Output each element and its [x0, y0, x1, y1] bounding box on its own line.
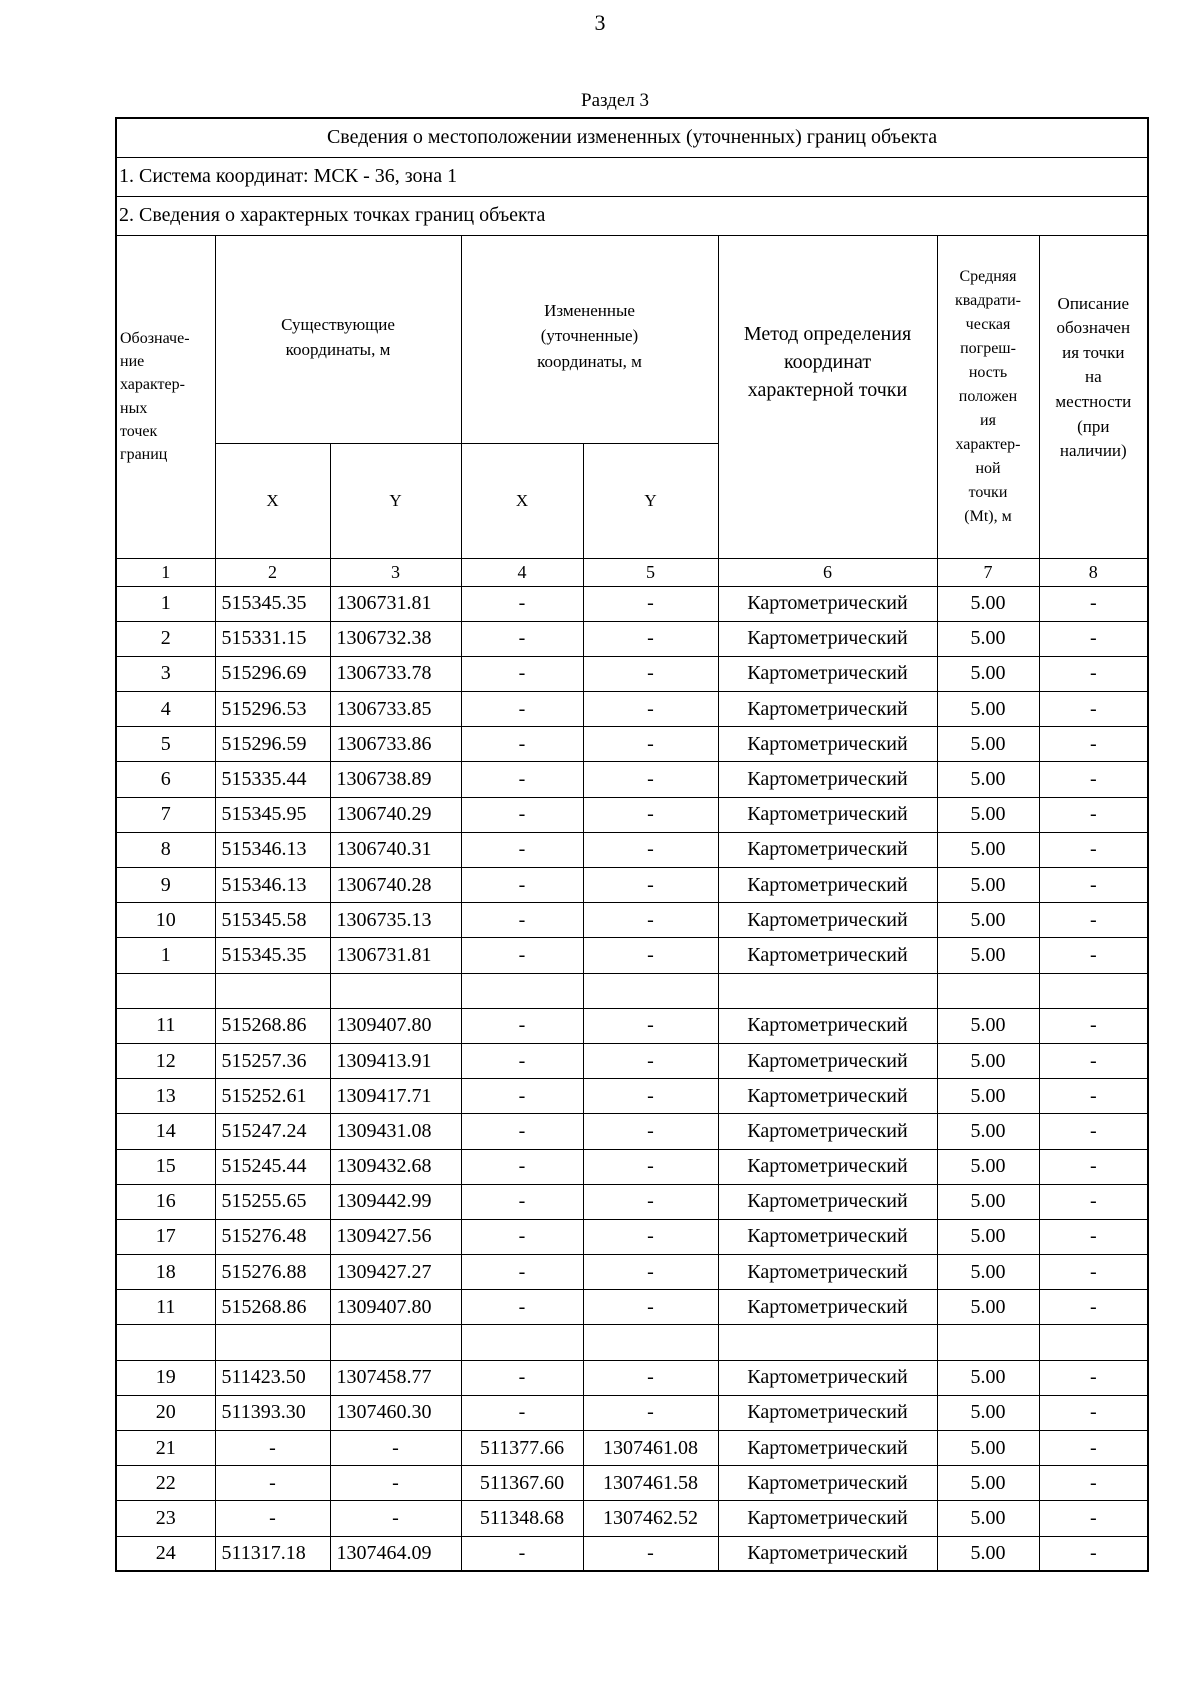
- cell-point-number: 1: [116, 938, 215, 973]
- cell-description: -: [1039, 832, 1148, 867]
- column-number: 1: [116, 558, 215, 586]
- cell-point-number: 24: [116, 1536, 215, 1571]
- cell-changed-x: -: [461, 586, 583, 621]
- cell-changed-x: 511367.60: [461, 1466, 583, 1501]
- cell-changed-x: -: [461, 868, 583, 903]
- cell-description: -: [1039, 1501, 1148, 1536]
- cell-mean-square-error: 5.00: [937, 1395, 1039, 1430]
- cell-changed-x: -: [461, 1255, 583, 1290]
- table-row: [116, 762, 1148, 797]
- empty-cell: [116, 1325, 215, 1360]
- cell-existing-y: 1309417.71: [330, 1079, 461, 1114]
- cell-changed-x: 511377.66: [461, 1431, 583, 1466]
- table-title: Сведения о местоположении измененных (уточненных) границ объекта: [116, 118, 1148, 157]
- cell-changed-y: -: [583, 1395, 718, 1430]
- cell-method: Картометрический: [718, 1466, 937, 1501]
- table-row: [116, 1043, 1148, 1078]
- cell-point-number: 19: [116, 1360, 215, 1395]
- empty-cell: [718, 1325, 937, 1360]
- table-row: [116, 832, 1148, 867]
- table-row: [116, 1184, 1148, 1219]
- cell-mean-square-error: 5.00: [937, 1431, 1039, 1466]
- header-changed-coordinates: Измененные (уточненные) координаты, м: [461, 235, 718, 443]
- cell-changed-x: -: [461, 1360, 583, 1395]
- cell-changed-y: -: [583, 1184, 718, 1219]
- cell-existing-y: 1307458.77: [330, 1360, 461, 1395]
- header-existing-coordinates: Существующие координаты, м: [215, 235, 461, 443]
- cell-existing-x: 515255.65: [215, 1184, 330, 1219]
- cell-existing-y: 1309413.91: [330, 1043, 461, 1078]
- cell-point-number: 20: [116, 1395, 215, 1430]
- cell-method: Картометрический: [718, 1219, 937, 1254]
- cell-point-number: 2: [116, 621, 215, 656]
- cell-existing-y: 1306740.31: [330, 832, 461, 867]
- column-number-row: [116, 558, 1148, 586]
- cell-mean-square-error: 5.00: [937, 1360, 1039, 1395]
- cell-existing-y: 1307464.09: [330, 1536, 461, 1571]
- cell-point-number: 5: [116, 727, 215, 762]
- table-row: [116, 1255, 1148, 1290]
- cell-mean-square-error: 5.00: [937, 586, 1039, 621]
- table-row: [116, 1290, 1148, 1325]
- column-number: 6: [718, 558, 937, 586]
- table-row: [116, 692, 1148, 727]
- cell-method: Картометрический: [718, 1149, 937, 1184]
- cell-point-number: 8: [116, 832, 215, 867]
- table-row: [116, 938, 1148, 973]
- cell-method: Картометрический: [718, 1043, 937, 1078]
- cell-mean-square-error: 5.00: [937, 692, 1039, 727]
- cell-existing-x: 515345.35: [215, 938, 330, 973]
- cell-description: -: [1039, 692, 1148, 727]
- cell-method: Картометрический: [718, 1431, 937, 1466]
- coordinate-system: 1. Система координат: МСК - 36, зона 1: [116, 157, 1148, 196]
- empty-cell: [215, 1325, 330, 1360]
- cell-changed-x: -: [461, 903, 583, 938]
- cell-description: -: [1039, 1431, 1148, 1466]
- boundary-points-table: [115, 117, 1149, 1572]
- cell-changed-x: -: [461, 1114, 583, 1149]
- cell-existing-y: 1306735.13: [330, 903, 461, 938]
- cell-existing-y: 1306731.81: [330, 586, 461, 621]
- cell-mean-square-error: 5.00: [937, 762, 1039, 797]
- cell-point-number: 12: [116, 1043, 215, 1078]
- empty-cell: [461, 973, 583, 1008]
- cell-existing-x: 515345.58: [215, 903, 330, 938]
- table-row: [116, 1008, 1148, 1043]
- cell-mean-square-error: 5.00: [937, 1149, 1039, 1184]
- cell-changed-x: 511348.68: [461, 1501, 583, 1536]
- empty-cell: [937, 973, 1039, 1008]
- cell-mean-square-error: 5.00: [937, 832, 1039, 867]
- empty-cell: [583, 973, 718, 1008]
- table-row: [116, 1360, 1148, 1395]
- cell-existing-x: -: [215, 1431, 330, 1466]
- cell-existing-y: 1309407.80: [330, 1008, 461, 1043]
- cell-changed-y: -: [583, 1360, 718, 1395]
- header-existing-y: Y: [330, 443, 461, 558]
- table-row: [116, 1466, 1148, 1501]
- cell-existing-y: 1307460.30: [330, 1395, 461, 1430]
- points-info-heading: 2. Сведения о характерных точках границ объекта: [116, 196, 1148, 235]
- table-row: [116, 1536, 1148, 1571]
- cell-changed-y: 1307461.58: [583, 1466, 718, 1501]
- cell-existing-x: 515346.13: [215, 832, 330, 867]
- cell-existing-x: 515252.61: [215, 1079, 330, 1114]
- table-row: [116, 868, 1148, 903]
- cell-method: Картометрический: [718, 621, 937, 656]
- cell-description: -: [1039, 1008, 1148, 1043]
- empty-cell: [461, 1325, 583, 1360]
- cell-existing-x: 515276.48: [215, 1219, 330, 1254]
- cell-existing-y: 1306733.85: [330, 692, 461, 727]
- cell-changed-x: -: [461, 1149, 583, 1184]
- column-number: 2: [215, 558, 330, 586]
- table-row: [116, 1079, 1148, 1114]
- header-point-designation: Обозначе- ние характер- ных точек границ: [116, 235, 215, 558]
- column-number: 4: [461, 558, 583, 586]
- cell-existing-y: 1306732.38: [330, 621, 461, 656]
- cell-method: Картометрический: [718, 797, 937, 832]
- table-row: [116, 1114, 1148, 1149]
- cell-changed-y: -: [583, 868, 718, 903]
- cell-existing-x: 515257.36: [215, 1043, 330, 1078]
- cell-description: -: [1039, 1466, 1148, 1501]
- empty-cell: [937, 1325, 1039, 1360]
- cell-changed-y: -: [583, 1079, 718, 1114]
- cell-mean-square-error: 5.00: [937, 1466, 1039, 1501]
- cell-changed-y: -: [583, 1043, 718, 1078]
- cell-method: Картометрический: [718, 1395, 937, 1430]
- cell-existing-y: 1309427.56: [330, 1219, 461, 1254]
- cell-changed-x: -: [461, 1219, 583, 1254]
- cell-method: Картометрический: [718, 1290, 937, 1325]
- cell-description: -: [1039, 1395, 1148, 1430]
- cell-changed-y: -: [583, 1536, 718, 1571]
- cell-mean-square-error: 5.00: [937, 1079, 1039, 1114]
- cell-description: -: [1039, 1290, 1148, 1325]
- cell-mean-square-error: 5.00: [937, 868, 1039, 903]
- column-number: 8: [1039, 558, 1148, 586]
- cell-changed-x: -: [461, 762, 583, 797]
- cell-changed-y: -: [583, 797, 718, 832]
- empty-cell: [330, 973, 461, 1008]
- table-row: [116, 1431, 1148, 1466]
- table-row: [116, 586, 1148, 621]
- cell-changed-x: -: [461, 692, 583, 727]
- cell-point-number: 3: [116, 656, 215, 691]
- cell-method: Картометрический: [718, 832, 937, 867]
- cell-changed-y: -: [583, 1008, 718, 1043]
- cell-method: Картометрический: [718, 938, 937, 973]
- header-changed-x: X: [461, 443, 583, 558]
- cell-point-number: 11: [116, 1290, 215, 1325]
- cell-existing-x: 515345.95: [215, 797, 330, 832]
- cell-existing-x: 515335.44: [215, 762, 330, 797]
- cell-point-number: 13: [116, 1079, 215, 1114]
- cell-point-number: 4: [116, 692, 215, 727]
- cell-method: Картометрический: [718, 1360, 937, 1395]
- cell-existing-x: 515346.13: [215, 868, 330, 903]
- cell-point-number: 17: [116, 1219, 215, 1254]
- cell-existing-x: 515296.53: [215, 692, 330, 727]
- cell-description: -: [1039, 1043, 1148, 1078]
- cell-method: Картометрический: [718, 762, 937, 797]
- cell-description: -: [1039, 621, 1148, 656]
- cell-changed-x: -: [461, 1079, 583, 1114]
- cell-changed-x: -: [461, 621, 583, 656]
- cell-method: Картометрический: [718, 1255, 937, 1290]
- column-number: 5: [583, 558, 718, 586]
- cell-changed-y: -: [583, 832, 718, 867]
- cell-existing-x: -: [215, 1466, 330, 1501]
- cell-existing-y: 1306738.89: [330, 762, 461, 797]
- cell-description: -: [1039, 1219, 1148, 1254]
- cell-changed-x: -: [461, 797, 583, 832]
- cell-description: -: [1039, 1114, 1148, 1149]
- empty-cell: [718, 973, 937, 1008]
- cell-method: Картометрический: [718, 1008, 937, 1043]
- cell-mean-square-error: 5.00: [937, 1501, 1039, 1536]
- cell-existing-y: 1306731.81: [330, 938, 461, 973]
- cell-existing-x: 515296.59: [215, 727, 330, 762]
- cell-changed-y: -: [583, 692, 718, 727]
- cell-point-number: 11: [116, 1008, 215, 1043]
- table-row: [116, 1395, 1148, 1430]
- cell-description: -: [1039, 938, 1148, 973]
- cell-description: -: [1039, 1536, 1148, 1571]
- cell-method: Картометрический: [718, 656, 937, 691]
- table-row: [116, 797, 1148, 832]
- cell-mean-square-error: 5.00: [937, 1184, 1039, 1219]
- cell-existing-y: -: [330, 1466, 461, 1501]
- table-row: [116, 656, 1148, 691]
- cell-description: -: [1039, 656, 1148, 691]
- cell-mean-square-error: 5.00: [937, 1219, 1039, 1254]
- cell-mean-square-error: 5.00: [937, 1114, 1039, 1149]
- cell-existing-y: 1309431.08: [330, 1114, 461, 1149]
- page-number: 3: [594, 10, 606, 35]
- cell-description: -: [1039, 1079, 1148, 1114]
- cell-mean-square-error: 5.00: [937, 727, 1039, 762]
- cell-description: -: [1039, 1360, 1148, 1395]
- cell-existing-x: 515345.35: [215, 586, 330, 621]
- cell-existing-x: 511317.18: [215, 1536, 330, 1571]
- cell-changed-x: -: [461, 1184, 583, 1219]
- cell-existing-y: 1309407.80: [330, 1290, 461, 1325]
- cell-changed-x: -: [461, 1043, 583, 1078]
- cell-existing-y: 1309442.99: [330, 1184, 461, 1219]
- cell-changed-y: -: [583, 938, 718, 973]
- table-row: [116, 727, 1148, 762]
- cell-changed-x: -: [461, 1395, 583, 1430]
- empty-cell: [1039, 1325, 1148, 1360]
- cell-changed-y: -: [583, 1219, 718, 1254]
- cell-existing-y: 1309432.68: [330, 1149, 461, 1184]
- empty-cell: [583, 1325, 718, 1360]
- cell-description: -: [1039, 1149, 1148, 1184]
- cell-point-number: 14: [116, 1114, 215, 1149]
- cell-changed-y: -: [583, 762, 718, 797]
- cell-mean-square-error: 5.00: [937, 1008, 1039, 1043]
- cell-existing-x: 515276.88: [215, 1255, 330, 1290]
- cell-changed-x: -: [461, 1008, 583, 1043]
- cell-changed-y: -: [583, 1149, 718, 1184]
- cell-changed-y: -: [583, 1290, 718, 1325]
- empty-cell: [116, 973, 215, 1008]
- cell-description: -: [1039, 727, 1148, 762]
- cell-description: -: [1039, 762, 1148, 797]
- column-number: 3: [330, 558, 461, 586]
- cell-point-number: 9: [116, 868, 215, 903]
- cell-mean-square-error: 5.00: [937, 1536, 1039, 1571]
- cell-changed-x: -: [461, 1536, 583, 1571]
- empty-cell: [215, 973, 330, 1008]
- cell-existing-x: 515268.86: [215, 1290, 330, 1325]
- cell-existing-y: 1306733.78: [330, 656, 461, 691]
- table-spacer-row: [116, 973, 1148, 1008]
- cell-method: Картометрический: [718, 586, 937, 621]
- cell-method: Картометрический: [718, 1501, 937, 1536]
- empty-cell: [1039, 973, 1148, 1008]
- cell-mean-square-error: 5.00: [937, 938, 1039, 973]
- cell-point-number: 10: [116, 903, 215, 938]
- cell-existing-x: 515245.44: [215, 1149, 330, 1184]
- cell-description: -: [1039, 1184, 1148, 1219]
- cell-point-number: 7: [116, 797, 215, 832]
- cell-changed-x: -: [461, 656, 583, 691]
- cell-changed-y: 1307461.08: [583, 1431, 718, 1466]
- header-existing-x: X: [215, 443, 330, 558]
- cell-method: Картометрический: [718, 1079, 937, 1114]
- cell-description: -: [1039, 586, 1148, 621]
- table-row: [116, 1149, 1148, 1184]
- cell-description: -: [1039, 1255, 1148, 1290]
- table-row: [116, 903, 1148, 938]
- cell-method: Картометрический: [718, 903, 937, 938]
- cell-changed-y: -: [583, 1255, 718, 1290]
- cell-point-number: 16: [116, 1184, 215, 1219]
- cell-mean-square-error: 5.00: [937, 1255, 1039, 1290]
- empty-cell: [330, 1325, 461, 1360]
- cell-existing-x: 515268.86: [215, 1008, 330, 1043]
- cell-mean-square-error: 5.00: [937, 621, 1039, 656]
- cell-existing-y: 1309427.27: [330, 1255, 461, 1290]
- cell-changed-y: -: [583, 586, 718, 621]
- cell-mean-square-error: 5.00: [937, 797, 1039, 832]
- cell-changed-x: -: [461, 832, 583, 867]
- cell-changed-y: -: [583, 1114, 718, 1149]
- cell-method: Картометрический: [718, 1184, 937, 1219]
- table-spacer-row: [116, 1325, 1148, 1360]
- cell-existing-y: 1306740.28: [330, 868, 461, 903]
- cell-changed-y: -: [583, 656, 718, 691]
- section-label: Раздел 3: [581, 90, 649, 111]
- cell-existing-x: 515331.15: [215, 621, 330, 656]
- header-point-description: Описание обозначен ия точки на местности (при наличии): [1039, 235, 1148, 558]
- cell-point-number: 23: [116, 1501, 215, 1536]
- cell-point-number: 21: [116, 1431, 215, 1466]
- cell-method: Картометрический: [718, 1536, 937, 1571]
- cell-existing-x: 511393.30: [215, 1395, 330, 1430]
- cell-existing-y: -: [330, 1501, 461, 1536]
- cell-existing-x: 515247.24: [215, 1114, 330, 1149]
- cell-description: -: [1039, 868, 1148, 903]
- cell-mean-square-error: 5.00: [937, 656, 1039, 691]
- cell-existing-x: 511423.50: [215, 1360, 330, 1395]
- cell-mean-square-error: 5.00: [937, 1043, 1039, 1078]
- cell-description: -: [1039, 903, 1148, 938]
- cell-method: Картометрический: [718, 868, 937, 903]
- table-row: [116, 1501, 1148, 1536]
- cell-method: Картометрический: [718, 1114, 937, 1149]
- table-row: [116, 1219, 1148, 1254]
- cell-method: Картометрический: [718, 692, 937, 727]
- cell-changed-x: -: [461, 1290, 583, 1325]
- cell-changed-y: -: [583, 903, 718, 938]
- cell-existing-y: 1306733.86: [330, 727, 461, 762]
- cell-method: Картометрический: [718, 727, 937, 762]
- cell-description: -: [1039, 797, 1148, 832]
- cell-mean-square-error: 5.00: [937, 1290, 1039, 1325]
- cell-existing-x: 515296.69: [215, 656, 330, 691]
- cell-point-number: 1: [116, 586, 215, 621]
- cell-point-number: 6: [116, 762, 215, 797]
- header-changed-y: Y: [583, 443, 718, 558]
- cell-changed-x: -: [461, 727, 583, 762]
- cell-changed-y: -: [583, 727, 718, 762]
- cell-changed-y: -: [583, 621, 718, 656]
- cell-changed-y: 1307462.52: [583, 1501, 718, 1536]
- cell-changed-x: -: [461, 938, 583, 973]
- cell-existing-x: -: [215, 1501, 330, 1536]
- cell-point-number: 15: [116, 1149, 215, 1184]
- cell-point-number: 18: [116, 1255, 215, 1290]
- cell-existing-y: 1306740.29: [330, 797, 461, 832]
- header-mean-square-error: Средняя квадрати- ческая погреш- ность положен ия характер- ной точки (Mt), м: [937, 235, 1039, 558]
- header-method: Метод определения координат характерной точки: [718, 235, 937, 558]
- table-row: [116, 621, 1148, 656]
- cell-point-number: 22: [116, 1466, 215, 1501]
- cell-mean-square-error: 5.00: [937, 903, 1039, 938]
- cell-existing-y: -: [330, 1431, 461, 1466]
- column-number: 7: [937, 558, 1039, 586]
